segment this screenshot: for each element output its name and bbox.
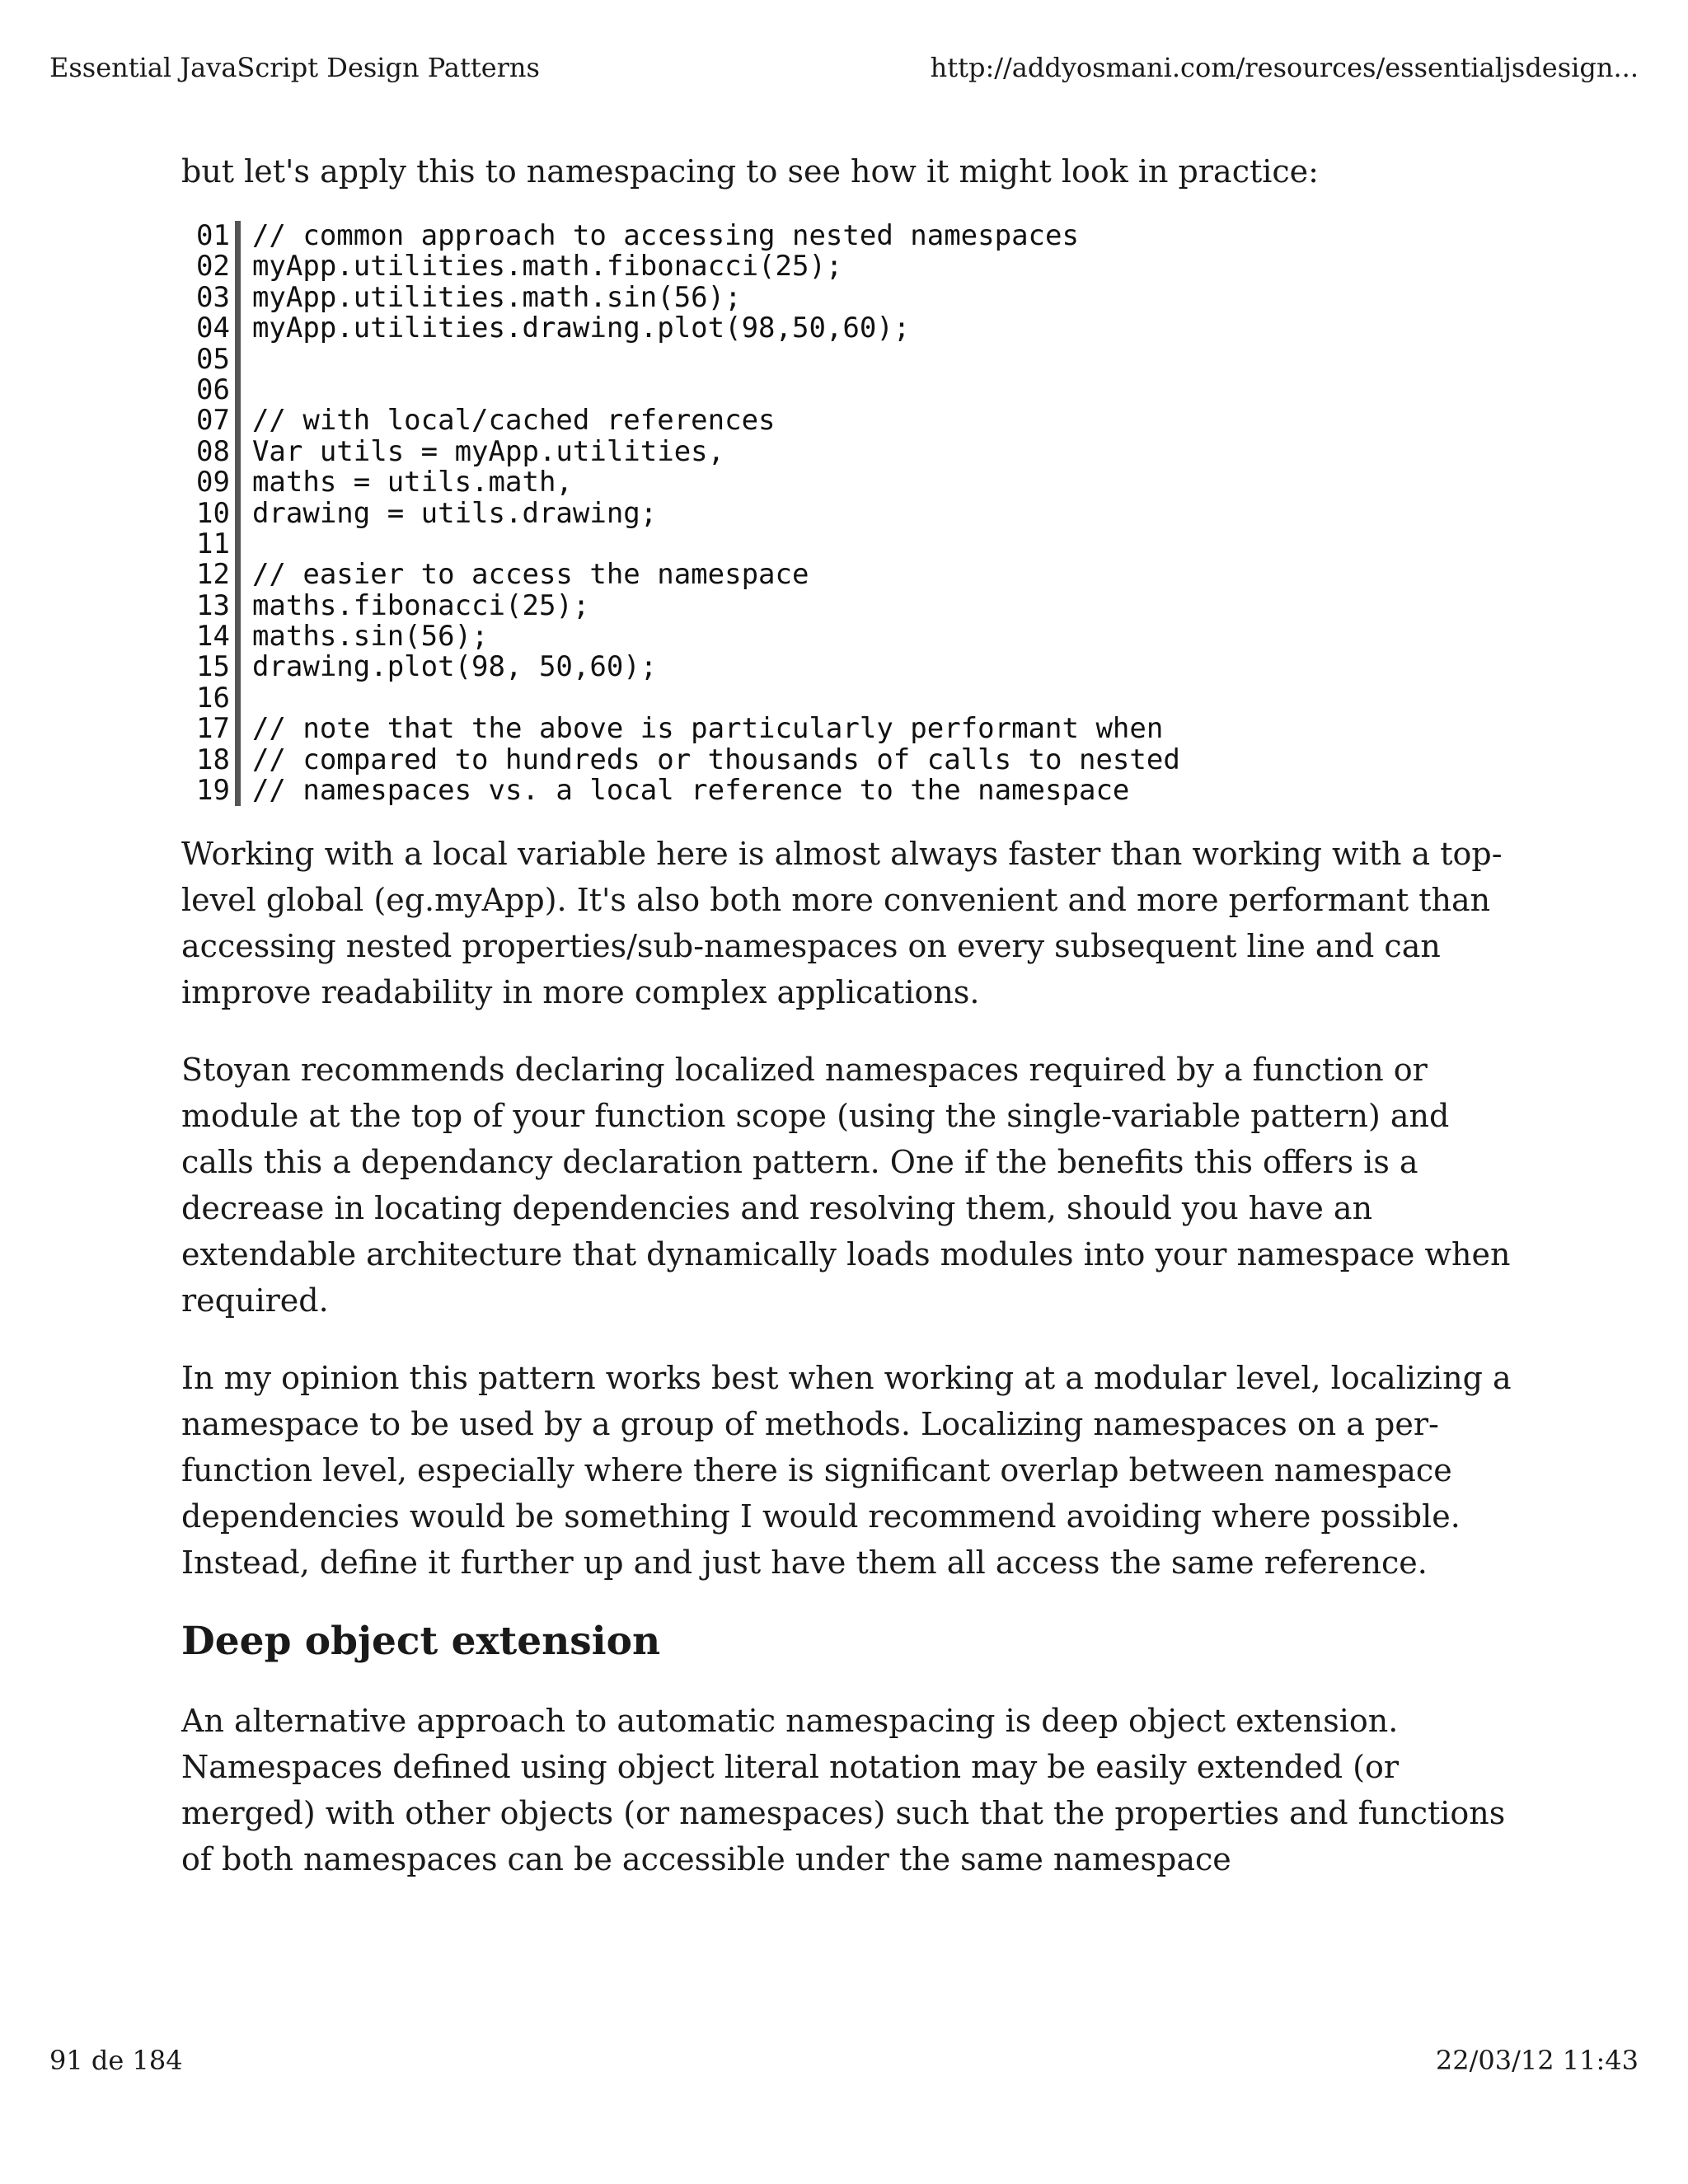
code-line-number: 11 <box>196 527 230 560</box>
paragraph-local-variable: Working with a local variable here is almost always faster than working with a top-level global (eg.myApp). It's also both more convenient and more performant than accessing nested properties/sub-namespaces on every subsequent line and can improve readability in more complex applications. <box>181 836 1503 1011</box>
paragraph-dependency-declaration: Stoyan recommends declaring localized namespaces required by a function or module at the top of your function scope (using the single-variable pattern) and calls this a dependancy declaration pattern. One if the benefits this offers is a decrease in locating dependencies and resolving them, should you have an extendable architecture that dynamically loads modules into your namespace when required. <box>181 1052 1511 1319</box>
code-line-number: 04 <box>196 312 230 345</box>
code-line-number: 07 <box>196 404 230 438</box>
code-line <box>252 375 1180 405</box>
code-line: myApp.utilities.math.sin(56); <box>251 280 742 314</box>
page-footer <box>49 2042 1639 2079</box>
document-title: Essential JavaScript Design Patterns <box>49 52 540 83</box>
code-line: // namespaces vs. a local reference to the namespace <box>251 774 1130 808</box>
intro-text: but let's apply this to namespacing to see how it might look in practice: <box>181 153 1319 190</box>
code-line <box>252 683 1180 714</box>
code-line-number: 08 <box>196 434 230 468</box>
code-line <box>252 344 1180 375</box>
code-line-number: 02 <box>196 250 230 284</box>
paragraph-deep-extension: An alternative approach to automatic namespacing is deep object extension. Namespaces defined using object literal notation may be easily extended (or merged) with other objects (or namespaces) such that the properties and functions of both namespaces can be accessible under the same namespace <box>181 1703 1506 1878</box>
code-line-number: 12 <box>196 558 230 592</box>
source-url: http://addyosmani.com/resources/essentialjsdesign... <box>930 52 1639 83</box>
code-lines <box>241 221 1180 806</box>
code-line-number: 09 <box>196 466 230 499</box>
code-block <box>196 221 1525 806</box>
code-line: // with local/cached references <box>251 404 776 438</box>
code-line-number: 16 <box>196 681 230 715</box>
code-line-numbers <box>196 221 241 806</box>
code-line: // common approach to accessing nested namespaces <box>251 219 1079 252</box>
print-datetime: 22/03/12 11:43 <box>1435 2045 1639 2076</box>
code-line-number: 18 <box>196 743 230 776</box>
code-line: drawing.plot(98, 50,60); <box>251 650 658 684</box>
code-line: drawing = utils.drawing; <box>251 496 658 530</box>
code-line: maths = utils.math, <box>251 466 573 499</box>
code-line: // note that the above is particularly performant when <box>251 712 1164 746</box>
code-line-number: 15 <box>196 650 230 684</box>
code-line-number: 05 <box>196 342 230 376</box>
code-line: myApp.utilities.drawing.plot(98,50,60); <box>251 312 911 345</box>
code-line-number: 10 <box>196 496 230 530</box>
page-counter: 91 de 184 <box>49 2045 183 2076</box>
code-line-number: 19 <box>196 774 230 808</box>
page-content <box>181 148 1525 1914</box>
code-line: maths.sin(56); <box>251 620 489 654</box>
code-line-number: 03 <box>196 280 230 314</box>
code-line: // easier to access the namespace <box>251 558 809 592</box>
code-line-number: 14 <box>196 620 230 654</box>
code-line: Var utils = myApp.utilities, <box>251 434 725 468</box>
code-line <box>252 529 1180 560</box>
page-header <box>49 49 1639 86</box>
paragraph-opinion: In my opinion this pattern works best when working at a modular level, localizing a namespace to be used by a group of methods. Localizing namespaces on a per-function level, especially where there is significant overlap between namespace dependencies would be something I would recommend avoiding where possible. Instead, define it further up and just have them all access the same reference. <box>181 1360 1512 1582</box>
code-line-number: 13 <box>196 588 230 622</box>
code-line: maths.fibonacci(25); <box>251 588 590 622</box>
code-line-number: 17 <box>196 712 230 746</box>
section-heading: Deep object extension <box>181 1619 661 1665</box>
code-line-number: 01 <box>196 219 230 252</box>
code-line-number: 06 <box>196 373 230 406</box>
code-line: myApp.utilities.math.fibonacci(25); <box>251 250 843 284</box>
code-line: // compared to hundreds or thousands of calls to nested <box>251 743 1180 776</box>
